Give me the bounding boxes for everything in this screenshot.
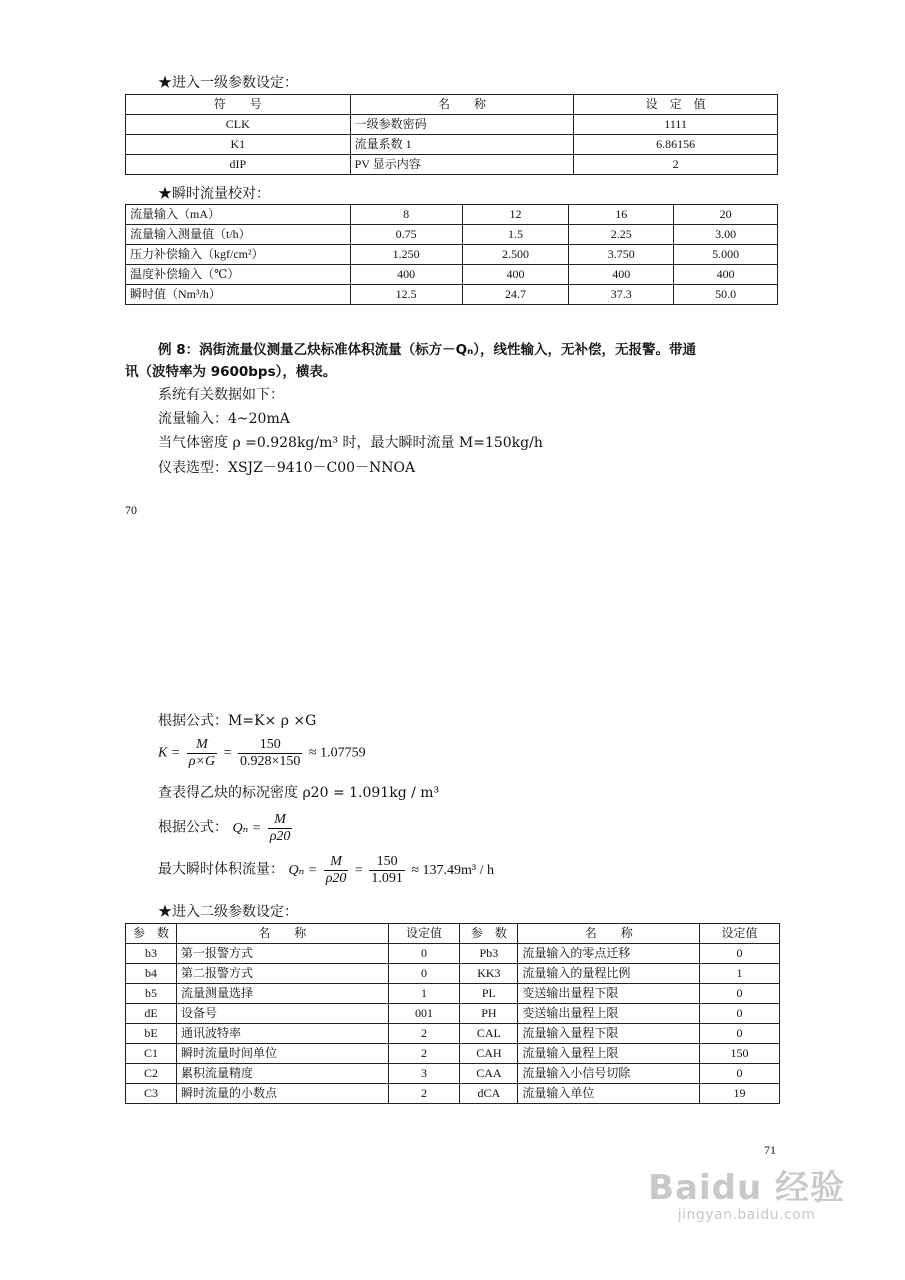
table-row [126,265,778,285]
example-8-line2: 讯（波特率为 9600bps），横表。 [125,364,337,380]
fraction [187,737,217,770]
table-header-row [126,924,780,944]
page-number-71: 71 [764,1143,776,1157]
formula-intro: 根据公式：M=K× ρ ×G [158,713,317,729]
table-cell: 37.3 [569,285,674,305]
header-cell: 设 定 值 [574,95,778,115]
fraction-numerator: 150 [238,737,302,754]
table-cell: 3 [388,1064,460,1084]
table-cell: 压力补偿输入（kgf/cm²） [126,245,351,265]
table-cell: K1 [126,135,351,155]
table-cell: 0 [700,1064,780,1084]
table-row [126,944,780,964]
table-row [126,205,778,225]
formula-k [158,737,366,770]
table-cell: 0 [700,984,780,1004]
table-cell: 0.75 [350,225,462,245]
formula-qn-wrapper [158,812,295,845]
header-cell: 参 数 [460,924,518,944]
formula-max-flow-lhs: Qₙ = [288,862,318,878]
table-cell: 流量输入量程上限 [518,1044,700,1064]
header-cell: 设定值 [700,924,780,944]
table-cell: b5 [126,984,177,1004]
header-cell: 参 数 [126,924,177,944]
table-cell: 流量输入的零点迁移 [518,944,700,964]
table-cell: 1 [700,964,780,984]
table-cell: bE [126,1024,177,1044]
table-instant-flow-check [125,204,778,305]
table-header-row [126,95,778,115]
text-standard-density: 查表得乙炔的标况密度 ρ20 = 1.091kg / m³ [158,785,440,801]
table-row [126,285,778,305]
fraction-denominator: ρ20 [269,829,291,844]
table-cell: 001 [388,1004,460,1024]
table-cell: 通讯波特率 [176,1024,388,1044]
table-cell: 2 [388,1084,460,1104]
fraction-denominator: ρ×G [188,754,216,769]
table-row [126,1044,780,1064]
fraction [268,812,293,845]
fraction-denominator: 0.928×150 [239,754,301,769]
table-row [126,984,780,1004]
page-number-70: 70 [125,503,137,517]
table-cell: 一级参数密码 [350,115,574,135]
table-cell: 瞬时流量的小数点 [176,1084,388,1104]
table-cell: 瞬时值（Nm³/h） [126,285,351,305]
fraction-denominator: 1.091 [371,871,403,886]
table-cell: CAA [460,1064,518,1084]
table-cell: 第二报警方式 [176,964,388,984]
header-cell: 名 称 [176,924,388,944]
table-cell: 24.7 [462,285,569,305]
table-cell: 3.750 [569,245,674,265]
table-cell: dE [126,1004,177,1024]
fraction-numerator: M [187,737,217,754]
example-8-line1: 例 8：涡街流量仪测量乙炔标准体积流量（标方－Qₙ），线性输入，无补偿，无报警。带通 [158,342,696,358]
table-cell: b4 [126,964,177,984]
table-cell: KK3 [460,964,518,984]
table-cell: 流量输入的量程比例 [518,964,700,984]
section-heading-level1: ★进入一级参数设定： [158,75,298,91]
table-cell: 0 [700,1004,780,1024]
formula-k-lhs: K = [158,745,181,761]
formula-max-flow-label: 最大瞬时体积流量： [158,861,284,878]
formula-qn-label: 根据公式： [158,819,228,836]
table-cell: 1.5 [462,225,569,245]
table-cell: b3 [126,944,177,964]
fraction-numerator: M [268,812,293,829]
table-cell: 变送输出量程上限 [518,1004,700,1024]
table-cell: 1111 [574,115,778,135]
text-gas-density: 当气体密度 ρ =0.928kg/m³ 时，最大瞬时流量 M=150kg/h [158,435,543,451]
table-cell: 19 [700,1084,780,1104]
header-cell: 名 称 [518,924,700,944]
watermark-brand: Baidu 经验 [648,1168,845,1208]
formula-result: ≈ 1.07759 [308,745,366,761]
table-cell: 温度补偿输入（℃） [126,265,351,285]
table-cell: 流量系数 1 [350,135,574,155]
fraction [369,854,405,887]
table-cell: 2.25 [569,225,674,245]
table-cell: 12 [462,205,569,225]
table-row [126,135,778,155]
table-row [126,225,778,245]
text-flow-input: 流量输入：4~20mA [158,411,290,427]
table-cell: C3 [126,1084,177,1104]
table-cell: CLK [126,115,351,135]
table-cell: 6.86156 [574,135,778,155]
table-cell: 流量输入（mA） [126,205,351,225]
table-row [126,1004,780,1024]
table-cell: 20 [674,205,778,225]
table-cell: 16 [569,205,674,225]
table-cell: 2 [388,1044,460,1064]
section-heading-flow-check: ★瞬时流量校对： [158,186,270,202]
header-cell: 名 称 [350,95,574,115]
equals-sign: = [354,862,363,878]
watermark-url: jingyan.baidu.com [677,1207,816,1223]
table-cell: CAH [460,1044,518,1064]
equals-sign: = [223,745,232,761]
table-cell: 0 [700,1024,780,1044]
fraction-numerator: 150 [369,854,405,871]
fraction-denominator: ρ20 [325,871,347,886]
table-cell: 400 [350,265,462,285]
header-cell: 设定值 [388,924,460,944]
table-cell: 流量输入小信号切除 [518,1064,700,1084]
table-cell: 400 [462,265,569,285]
table-cell: dIP [126,155,351,175]
table-cell: 瞬时流量时间单位 [176,1044,388,1064]
table-cell: 50.0 [674,285,778,305]
table-cell: dCA [460,1084,518,1104]
table-cell: 2 [388,1024,460,1044]
fraction [324,854,349,887]
table-level2-params [125,923,780,1104]
table-cell: 0 [700,944,780,964]
table-cell: 0 [388,964,460,984]
table-row [126,1024,780,1044]
table-cell: 5.000 [674,245,778,265]
table-cell: 流量测量选择 [176,984,388,1004]
fraction-numerator: M [324,854,349,871]
table-cell: 400 [569,265,674,285]
table-cell: 1.250 [350,245,462,265]
table-cell: 2.500 [462,245,569,265]
table-cell: 流量输入单位 [518,1084,700,1104]
table-cell: 变送输出量程下限 [518,984,700,1004]
table-cell: C2 [126,1064,177,1084]
table-row [126,964,780,984]
table-row [126,1084,780,1104]
table-cell: CAL [460,1024,518,1044]
table-cell: 3.00 [674,225,778,245]
text-system-data: 系统有关数据如下： [158,387,284,403]
table-cell: 流量输入量程下限 [518,1024,700,1044]
table-cell: 流量输入测量值（t/h） [126,225,351,245]
table-cell: PH [460,1004,518,1024]
table-cell: C1 [126,1044,177,1064]
table-cell: 0 [388,944,460,964]
fraction [238,737,302,770]
table-row [126,115,778,135]
section-heading-level2: ★进入二级参数设定： [158,904,298,920]
table-cell: 设备号 [176,1004,388,1024]
table-row [126,245,778,265]
baidu-jingyan-watermark [648,1160,845,1223]
formula-qn-lhs: Qₙ = [232,820,262,836]
table-cell: 2 [574,155,778,175]
table-cell: PV 显示内容 [350,155,574,175]
table-cell: 1 [388,984,460,1004]
table-cell: 第一报警方式 [176,944,388,964]
table-cell: PL [460,984,518,1004]
table-cell: 400 [674,265,778,285]
table-row [126,155,778,175]
table-row [126,1064,780,1084]
formula-max-flow-wrapper [158,854,494,887]
table-level1-params [125,94,778,175]
header-cell: 符 号 [126,95,351,115]
formula-result: ≈ 137.49m³ / h [411,862,494,878]
table-cell: 150 [700,1044,780,1064]
table-cell: 8 [350,205,462,225]
table-cell: 累积流量精度 [176,1064,388,1084]
text-instrument-model: 仪表选型：XSJZ－9410－C00－NNOA [158,460,416,476]
table-cell: 12.5 [350,285,462,305]
table-cell: Pb3 [460,944,518,964]
